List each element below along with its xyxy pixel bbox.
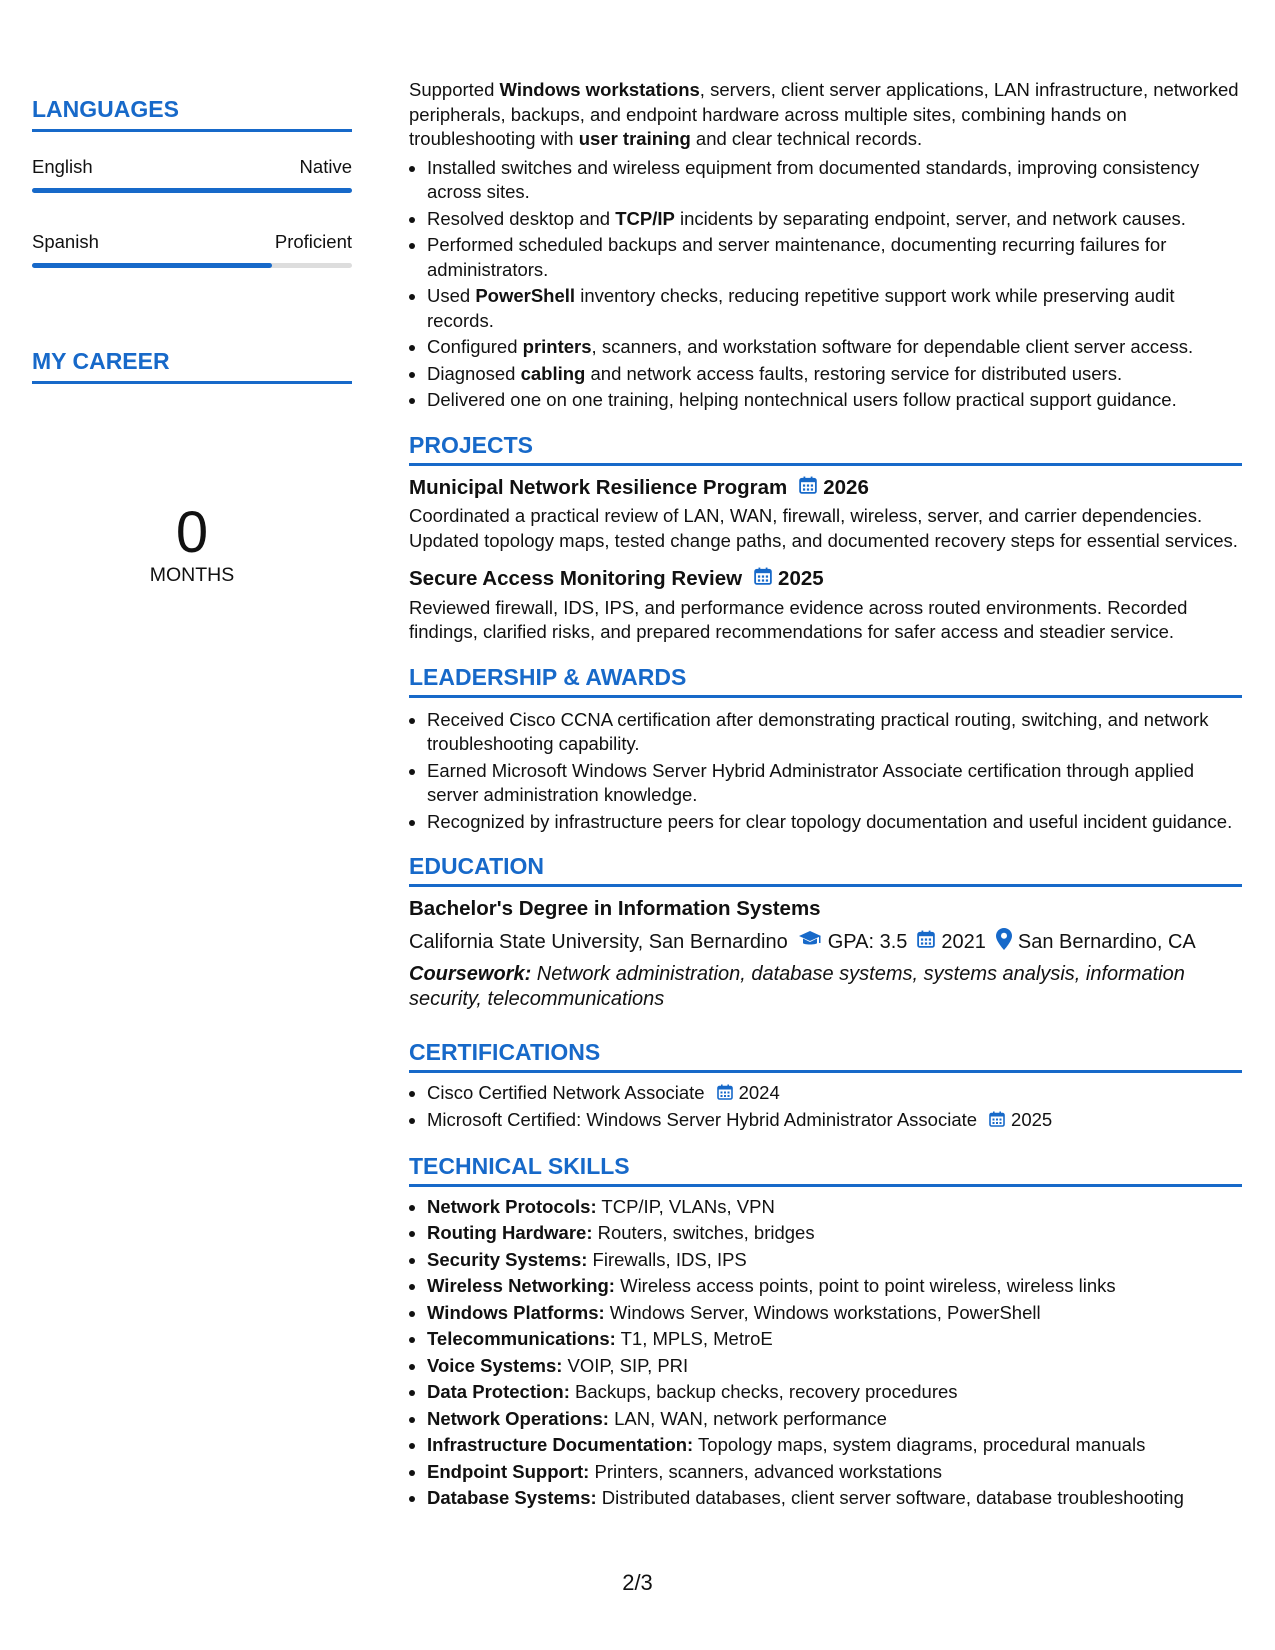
gpa: GPA: 3.5 bbox=[827, 930, 908, 953]
skill-item bbox=[427, 1301, 1242, 1326]
page-number: 2/3 bbox=[622, 1570, 653, 1595]
skill-value: Wireless access points, point to point wireless, wireless links bbox=[614, 1275, 1116, 1297]
skill-label: Database Systems: bbox=[427, 1487, 597, 1509]
text-run: and clear technical records. bbox=[690, 128, 923, 149]
experience-bullets bbox=[409, 156, 1242, 413]
skill-label: Voice Systems: bbox=[427, 1354, 563, 1376]
skill-value: Printers, scanners, advanced workstations bbox=[589, 1460, 943, 1482]
skill-label: Security Systems: bbox=[427, 1248, 588, 1270]
experience-bullet bbox=[427, 156, 1242, 205]
skill-item bbox=[427, 1354, 1242, 1379]
skill-label: Data Protection: bbox=[427, 1381, 570, 1403]
skills-heading: TECHNICAL SKILLS bbox=[409, 1152, 1242, 1187]
bold-text: TCP/IP bbox=[615, 207, 675, 229]
calendar-icon bbox=[917, 930, 935, 955]
skill-value: Windows Server, Windows workstations, PowerShell bbox=[604, 1301, 1041, 1323]
career-value: 0 bbox=[175, 500, 209, 565]
projects-list bbox=[409, 476, 1242, 645]
degree-title: Bachelor's Degree in Information Systems bbox=[409, 897, 821, 920]
language-bar-fill bbox=[32, 188, 352, 193]
education-details bbox=[409, 928, 1242, 957]
coursework-text: Network administration, database systems, systems analysis, information security, telecommunications bbox=[409, 963, 1185, 1010]
leadership-item: • Earned Microsoft Windows Server Hybrid Administrator Associate certification through applied server administration knowledge. bbox=[427, 759, 1242, 808]
bold-text: PowerShell bbox=[475, 285, 576, 306]
skill-item bbox=[427, 1195, 1242, 1220]
leadership-heading: LEADERSHIP & AWARDS bbox=[409, 663, 1242, 698]
text-run: inventory checks, reducing repetitive support work while preserving audit records. bbox=[427, 285, 1175, 331]
certification-name: Microsoft Certified: Windows Server Hybrid Administrator Associate bbox=[427, 1109, 978, 1131]
bold-text: Windows workstations bbox=[499, 79, 700, 100]
text-run: , servers, client server applications, LAN infrastructure, networked peripherals, backups, and endpoint hardware across multiple sites, combining hands on troubleshooting with bbox=[409, 79, 1239, 149]
language-row bbox=[32, 231, 352, 253]
skill-label: Routing Hardware: bbox=[427, 1222, 593, 1244]
text-run: incidents by separating endpoint, server, and network causes. bbox=[674, 207, 1186, 229]
skill-label: Endpoint Support: bbox=[427, 1460, 590, 1482]
experience-bullet bbox=[427, 335, 1242, 360]
experience-bullet bbox=[427, 284, 1242, 333]
experience-bullet bbox=[427, 362, 1242, 387]
main-content bbox=[409, 78, 1242, 1513]
bold-text: printers bbox=[522, 336, 592, 357]
language-bar-fill bbox=[32, 263, 272, 268]
text-run: Configured bbox=[427, 336, 523, 357]
certification-item bbox=[427, 1108, 1242, 1133]
skill-item bbox=[427, 1460, 1242, 1485]
skill-label: Windows Platforms: bbox=[427, 1301, 605, 1323]
text-run: and network access faults, restoring service for distributed users. bbox=[585, 362, 1123, 384]
skill-item bbox=[427, 1407, 1242, 1432]
text-run: , scanners, and workstation software for dependable client server access. bbox=[591, 336, 1194, 357]
skill-item bbox=[427, 1486, 1242, 1511]
experience-summary bbox=[409, 78, 1242, 152]
skill-item bbox=[427, 1221, 1242, 1246]
leadership-list bbox=[409, 708, 1242, 835]
skill-value: TCP/IP, VLANs, VPN bbox=[596, 1195, 775, 1217]
skill-value: Distributed databases, client server software, database troubleshooting bbox=[596, 1487, 1184, 1509]
language-bar bbox=[32, 188, 352, 193]
skill-value: VOIP, SIP, PRI bbox=[562, 1354, 689, 1376]
text-run: Diagnosed bbox=[427, 362, 521, 384]
education-location: San Bernardino, CA bbox=[1017, 930, 1196, 953]
project-year: 2025 bbox=[778, 567, 824, 590]
text-run: Resolved desktop and bbox=[427, 207, 616, 229]
language-bar bbox=[32, 263, 352, 268]
text-run: Performed scheduled backups and server maintenance, documenting recurring failures for administrators. bbox=[427, 234, 1167, 280]
project-description: Coordinated a practical review of LAN, WAN, firewall, wireless, server, and carrier dependencies. Updated topology maps, tested change paths, and documented recovery steps for essential services. bbox=[409, 505, 1238, 551]
education-heading: EDUCATION bbox=[409, 852, 1242, 887]
project-title bbox=[409, 567, 1242, 592]
experience-bullet bbox=[427, 388, 1242, 413]
certifications-heading: CERTIFICATIONS bbox=[409, 1038, 1242, 1073]
leadership-item: • Recognized by infrastructure peers for clear topology documentation and useful incident guidance. bbox=[427, 810, 1242, 835]
project-title bbox=[409, 476, 1242, 501]
certification-year: 2025 bbox=[1011, 1109, 1053, 1131]
calendar-icon bbox=[717, 1082, 733, 1107]
projects-heading: PROJECTS bbox=[409, 431, 1242, 466]
skill-value: Topology maps, system diagrams, procedural manuals bbox=[693, 1434, 1146, 1456]
coursework bbox=[409, 962, 1242, 1012]
project-name: Secure Access Monitoring Review bbox=[409, 567, 743, 590]
skills-list bbox=[409, 1195, 1242, 1511]
calendar-icon bbox=[799, 476, 817, 501]
skill-item bbox=[427, 1248, 1242, 1273]
project-name: Municipal Network Resilience Program bbox=[409, 475, 788, 499]
skill-label: Infrastructure Documentation: bbox=[427, 1434, 694, 1456]
skill-item bbox=[427, 1380, 1242, 1405]
bold-text: cabling bbox=[520, 362, 586, 384]
skill-value: LAN, WAN, network performance bbox=[608, 1407, 887, 1429]
language-level: Native bbox=[299, 156, 352, 177]
text-run: Delivered one on one training, helping nontechnical users follow practical support guidance. bbox=[427, 389, 1177, 410]
calendar-icon bbox=[989, 1109, 1005, 1134]
skill-value: T1, MPLS, MetroE bbox=[615, 1328, 773, 1350]
career-unit: MONTHS bbox=[149, 564, 235, 586]
experience-bullet bbox=[427, 233, 1242, 282]
skill-label: Wireless Networking: bbox=[427, 1275, 615, 1297]
leadership-item: • Received Cisco CCNA certification after demonstrating practical routing, switching, and network troubleshooting capability. bbox=[427, 708, 1242, 757]
language-row bbox=[32, 156, 352, 178]
skill-item bbox=[427, 1274, 1242, 1299]
language-name: English bbox=[32, 156, 93, 177]
language-level: Proficient bbox=[274, 231, 352, 252]
text-run: Used bbox=[427, 285, 476, 306]
skill-value: Backups, backup checks, recovery procedures bbox=[569, 1381, 958, 1403]
project-year: 2026 bbox=[823, 475, 869, 499]
experience-bullet bbox=[427, 207, 1242, 232]
languages-list bbox=[32, 156, 352, 268]
certifications-list bbox=[409, 1081, 1242, 1134]
skill-label: Network Operations: bbox=[427, 1407, 609, 1429]
coursework-label: Coursework: bbox=[409, 963, 532, 985]
skill-item bbox=[427, 1433, 1242, 1458]
skill-item bbox=[427, 1327, 1242, 1352]
bold-text: user training bbox=[578, 128, 691, 149]
language-name: Spanish bbox=[32, 231, 99, 252]
calendar-icon bbox=[754, 567, 772, 592]
education-year: 2021 bbox=[941, 930, 986, 953]
skill-label: Network Protocols: bbox=[427, 1195, 597, 1217]
school-name: California State University, San Bernardino bbox=[409, 930, 788, 953]
career-heading: MY CAREER bbox=[32, 348, 352, 384]
sidebar bbox=[32, 96, 352, 587]
project-description: Reviewed firewall, IDS, IPS, and performance evidence across routed environments. Recorded findings, clarified risks, and prepared recommendations for safer access and steadier service. bbox=[409, 596, 1188, 642]
text-run: Installed switches and wireless equipment from documented standards, improving consistency across sites. bbox=[427, 156, 1200, 202]
certification-year: 2024 bbox=[738, 1082, 780, 1103]
career-stat bbox=[32, 502, 352, 587]
certification-name: Cisco Certified Network Associate bbox=[427, 1082, 705, 1103]
skill-label: Telecommunications: bbox=[427, 1328, 616, 1350]
languages-heading: LANGUAGES bbox=[32, 96, 352, 132]
graduation-cap-icon bbox=[798, 930, 822, 955]
location-pin-icon bbox=[996, 928, 1012, 957]
certification-item bbox=[427, 1081, 1242, 1106]
skill-value: Routers, switches, bridges bbox=[592, 1222, 815, 1244]
text-run: Supported bbox=[409, 79, 500, 100]
skill-value: Firewalls, IDS, IPS bbox=[587, 1248, 747, 1270]
